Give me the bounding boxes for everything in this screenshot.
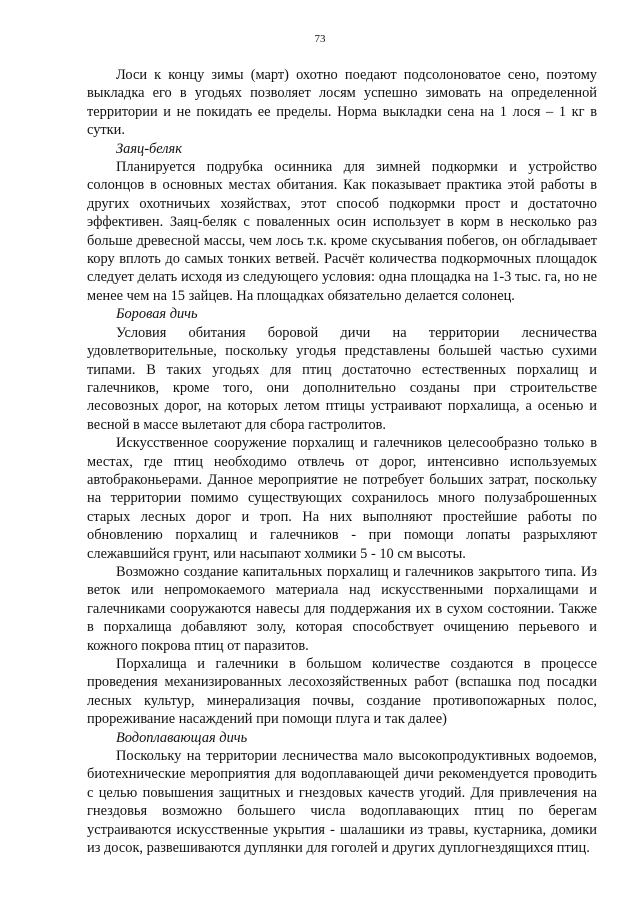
page-number: 73 [314,33,326,45]
section-heading-waterfowl: Водоплавающая дичь [116,729,248,746]
paragraph-waterfowl-measures: Поскольку на территории лесничества мало высокопродуктивных водоемов, биотехнические мероприятия для водоплавающей дичи рекомендуется проводить с целью повышения защитных и гнездовых качеств угодий. Для привлечения на гнездовья возможно большего числа водоплавающих птиц по берегам устраиваются искусственные укрытия - шалашики из травы, кустарника, домики из досок, развешиваются дуплянки для гоголей и других дуплогнездящихся птиц. [87,748,597,857]
paragraph-hare-feeding: Планируется подрубка осинника для зимней подкормки и устройство солонцов в основных местах обитания. Как показывает практика этой работы в других охотничьих хозяйствах, этот способ подкормки прост и достаточно эффективен. Заяц-беляк с поваленных осин использует в корм в несколько раз больше древесной массы, чем лось т.к. кроме скусывания побегов, он обгладывает кору вплоть до самых тонких ветвей. Расчёт количества подкормочных площадок следует делать исходя из следующего условия: одна площадка на 1-3 тыс. га, но не менее чем на 15 зайцев. На площадках обязательно делается солонец. [87,159,597,304]
paragraph-mechanized-works: Порхалища и галечники в большом количестве создаются в процессе проведения механизированных лесохозяйственных работ (вспашка под посадки лесных культур, минерализация почвы, создание противопожарных полос, прореживание насаждений при помощи плуга и так далее) [87,656,597,728]
paragraph-artificial-dust-baths: Искусственное сооружение порхалищ и галечников целесообразно только в местах, где птиц необходимо отвлечь от дорог, интенсивно используемых автобраконьерами. Данное мероприятие не потребует больших затрат, поскольку на территории помимо существующих сохранилось много полузаброшенных старых лесных дорог и троп. На них выполняют простейшие работы по обновлению порхалищ и галечников - при помощи лопаты разрыхляют слежавшийся грунт, или насыпают холмики 5 - 10 см высоты. [87,435,597,562]
document-body [87,66,597,857]
section-heading-hare: Заяц-беляк [116,140,182,157]
paragraph-covered-dust-baths: Возможно создание капитальных порхалищ и галечников закрытого типа. Из веток или непромокаемого материала над искусственными порхалищами и галечниками сооружаются навесы для поддержания их в сухом состоянии. Также в порхалища добавляют золу, которая способствует очищению перьевого и кожного покрова птиц от паразитов. [87,563,597,654]
section-heading-upland-game: Боровая дичь [116,306,198,323]
paragraph-elk-hay: Лоси к концу зимы (март) охотно поедают подсолоноватое сено, поэтому выкладка его в угодьях позволяет лосям успешно зимовать на определенной территории и не покидать ее пределы. Норма выкладки сена на 1 лося – 1 кг в сутки. [87,67,597,139]
paragraph-upland-conditions: Условия обитания боровой дичи на территории лесничества удовлетворительные, поскольку угодья представлены большей частью сухими типами. В таких угодьях для птиц достаточно естественных порхалищ и галечников, кроме того, они дополнительно созданы при строительстве лесовозных дорог, на которых летом птицы устраивают порхалища, а осенью и весной в массе вылетают для сбора гастролитов. [87,324,597,433]
